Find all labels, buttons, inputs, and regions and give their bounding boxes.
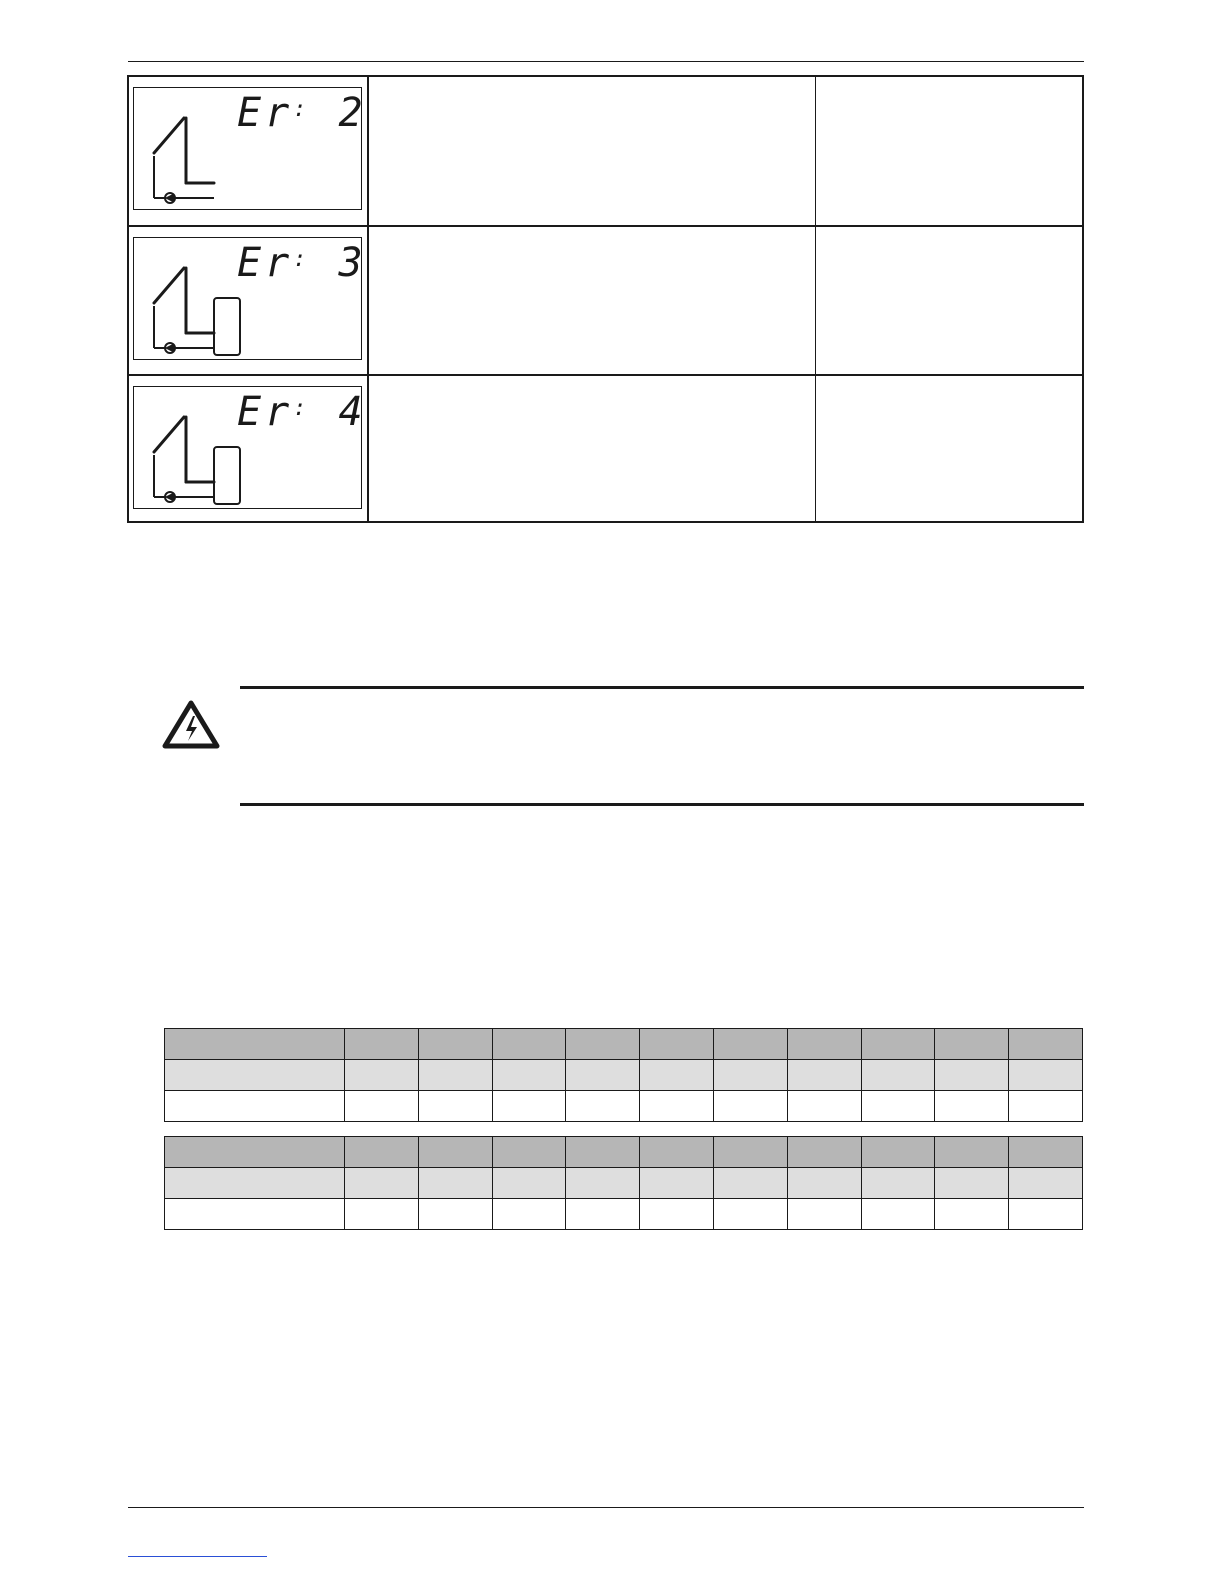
error-code-table (127, 75, 1084, 523)
footer-rule (128, 1507, 1084, 1508)
electrical-hazard-icon (162, 700, 220, 750)
lcd-display (133, 87, 367, 210)
error-code-label: Er: 3 (237, 240, 367, 286)
header-rule (128, 61, 1084, 62)
error-code-label: Er: 4 (237, 389, 367, 435)
lcd-display (133, 386, 367, 509)
error-code-label: Er: 2 (237, 90, 367, 136)
table-row (165, 1137, 1083, 1168)
warning-bottom-rule (240, 803, 1084, 806)
table-row (165, 1091, 1083, 1122)
footer-link[interactable] (128, 1556, 267, 1557)
data-table (164, 1028, 1083, 1122)
lcd-display (133, 237, 367, 360)
table-row (165, 1168, 1083, 1199)
error-row (129, 374, 1082, 523)
warning-top-rule (240, 686, 1084, 689)
table-row (165, 1199, 1083, 1230)
table-row (165, 1060, 1083, 1091)
table-row (165, 1029, 1083, 1060)
data-table (164, 1136, 1083, 1230)
error-row (129, 77, 1082, 225)
error-row (129, 225, 1082, 375)
